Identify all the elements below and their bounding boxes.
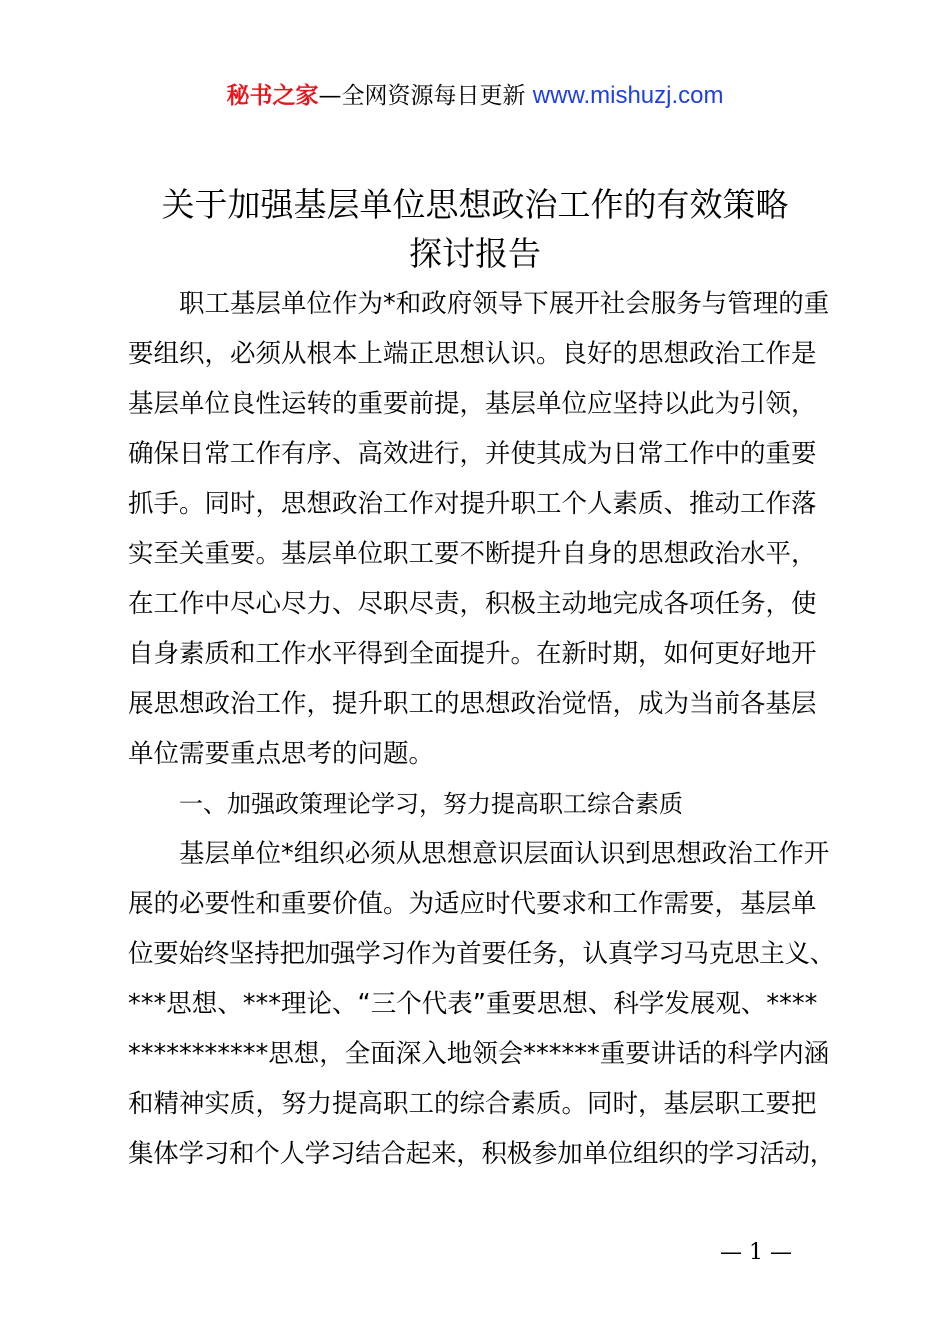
- text-line: 确保日常工作有序、高效进行，并使其成为日常工作中的重要: [128, 439, 817, 469]
- text-line: 职工基层单位作为*和政府领导下展开社会服务与管理的重: [179, 289, 830, 319]
- text-line: 展思想政治工作，提升职工的思想政治觉悟，成为当前各基层: [128, 689, 817, 719]
- text-line: 抓手。同时，思想政治工作对提升职工个人素质、推动工作落: [128, 489, 817, 519]
- document-title-line-1: 关于加强基层单位思想政治工作的有效策略: [161, 185, 789, 224]
- text-line: 集体学习和个人学习结合起来，积极参加单位组织的学习活动，: [128, 1139, 836, 1169]
- header-tagline: —全网资源每日更新: [318, 83, 533, 109]
- brand-name: 秘书之家: [226, 83, 319, 109]
- text-line: 展的必要性和重要价值。为适应时代要求和工作需要，基层单: [128, 889, 817, 919]
- site-header: [0, 80, 950, 112]
- section-heading: 一、加强政策理论学习，努力提高职工综合素质: [179, 790, 683, 818]
- text-line: 自身素质和工作水平得到全面提升。在新时期，如何更好地开: [128, 639, 817, 669]
- text-line: 基层单位良性运转的重要前提，基层单位应坚持以此为引领，: [128, 389, 817, 419]
- site-url: www.mishuzj.com: [532, 82, 724, 109]
- text-line: 要组织，必须从根本上端正思想认识。良好的思想政治工作是: [128, 339, 817, 369]
- text-line: 实至关重要。基层单位职工要不断提升自身的思想政治水平，: [128, 539, 817, 569]
- page-number: — 1 —: [720, 1240, 792, 1265]
- text-line: 单位需要重点思考的问题。: [128, 739, 435, 769]
- text-line: 在工作中尽心尽力、尽职尽责，积极主动地完成各项任务，使: [128, 589, 817, 619]
- text-line: 位要始终坚持把加强学习作为首要任务，认真学习马克思主义、: [128, 939, 836, 969]
- document-title-line-2: 探讨报告: [409, 234, 541, 273]
- text-line: ***思想、***理论、“三个代表”重要思想、科学发展观、****: [128, 989, 818, 1019]
- text-line: 基层单位*组织必须从思想意识层面认识到思想政治工作开: [179, 839, 830, 869]
- document-body: [128, 279, 838, 1179]
- text-line: ***********思想，全面深入地领会******重要讲话的科学内涵: [128, 1039, 830, 1069]
- text-line: 和精神实质，努力提高职工的综合素质。同时，基层职工要把: [128, 1089, 817, 1119]
